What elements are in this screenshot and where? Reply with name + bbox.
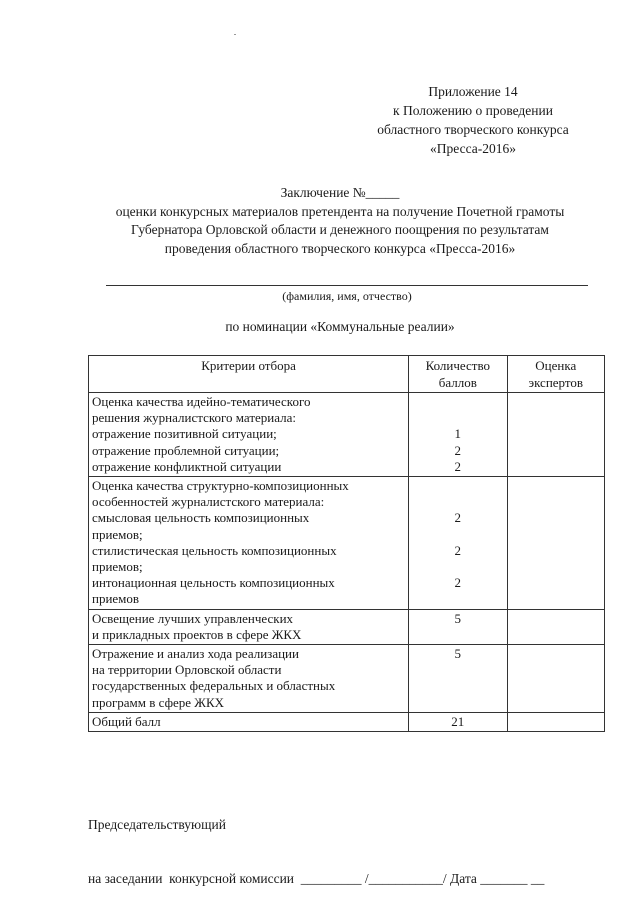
points-value bbox=[412, 695, 503, 711]
points-value: 5 bbox=[454, 610, 462, 626]
expert-score-cell[interactable] bbox=[507, 609, 604, 644]
criteria-line: приемов; bbox=[92, 559, 143, 575]
criteria-line: приемов; bbox=[92, 526, 143, 542]
points-value: 21 bbox=[451, 713, 465, 729]
table-row bbox=[89, 393, 605, 477]
appendix-line: «Пресса-2016» bbox=[430, 141, 516, 156]
conclusion-title: Заключение №_____ bbox=[280, 185, 400, 200]
points-cell bbox=[409, 645, 507, 713]
table-header-row bbox=[89, 356, 605, 393]
expert-score-cell[interactable] bbox=[507, 712, 604, 731]
expert-score-cell[interactable] bbox=[507, 393, 604, 477]
criteria-line: отражение позитивной ситуации; bbox=[92, 426, 277, 442]
points-value bbox=[412, 527, 503, 543]
criteria-line: приемов bbox=[92, 591, 140, 607]
conclusion-subtitle-line: оценки конкурсных материалов претендента на получение Почетной грамоты bbox=[115, 203, 565, 219]
points-value: 5 bbox=[454, 646, 462, 662]
expert-score-cell[interactable] bbox=[507, 645, 604, 713]
criteria-line: Оценка качества идейно-тематического bbox=[92, 394, 311, 409]
criteria-cell bbox=[89, 609, 409, 644]
criteria-line: Отражение и анализ хода реализации bbox=[92, 646, 299, 662]
criteria-cell bbox=[89, 645, 409, 713]
appendix-header bbox=[360, 82, 586, 158]
criteria-line: смысловая цельность композиционных bbox=[92, 510, 310, 526]
points-value: 2 bbox=[454, 542, 462, 558]
points-value bbox=[412, 627, 503, 643]
criteria-cell bbox=[89, 477, 409, 610]
criteria-table-body bbox=[89, 393, 605, 732]
points-value bbox=[412, 591, 503, 607]
criteria-line: государственных федеральных и областных bbox=[92, 678, 336, 694]
criteria-line: Общий балл bbox=[92, 713, 161, 729]
criteria-line: на территории Орловской области bbox=[92, 662, 282, 678]
criteria-line: Освещение лучших управленческих bbox=[92, 610, 294, 626]
criteria-line: интонационная цельность композиционных bbox=[92, 575, 335, 591]
points-value bbox=[412, 494, 503, 510]
criteria-cell bbox=[89, 393, 409, 477]
criteria-cell bbox=[89, 712, 409, 731]
appendix-line: областного творческого конкурса bbox=[377, 122, 569, 137]
points-cell bbox=[409, 609, 507, 644]
criteria-line: особенностей журналистского материала: bbox=[92, 494, 325, 510]
points-value: 2 bbox=[454, 575, 462, 591]
points-value: 2 bbox=[454, 442, 462, 458]
points-cell bbox=[409, 393, 507, 477]
criteria-line: стилистическая цельность композиционных bbox=[92, 542, 337, 558]
expert-score-cell[interactable] bbox=[507, 477, 604, 610]
points-cell bbox=[409, 712, 507, 731]
table-row bbox=[89, 477, 605, 610]
signature-line-2: на заседании конкурсной комиссии _________ /___________/ Дата _______ __ bbox=[88, 871, 545, 886]
appendix-line: к Положению о проведении bbox=[393, 103, 553, 118]
points-value: 2 bbox=[454, 458, 462, 474]
table-row bbox=[89, 712, 605, 731]
conclusion-heading bbox=[60, 184, 620, 258]
conclusion-subtitle-line: проведения областного творческого конкурса «Пресса-2016» bbox=[164, 240, 516, 256]
scan-speck bbox=[234, 34, 236, 35]
signature-line-1: Председательствующий bbox=[88, 817, 226, 832]
criteria-line: Оценка качества структурно-композиционных bbox=[92, 478, 349, 494]
points-value bbox=[412, 559, 503, 575]
points-value: 1 bbox=[454, 426, 462, 442]
table-row bbox=[89, 645, 605, 713]
points-value bbox=[412, 478, 503, 494]
points-value bbox=[412, 662, 503, 678]
nomination-text: по номинации «Коммунальные реалии» bbox=[225, 319, 455, 334]
points-value bbox=[412, 410, 503, 426]
header-points: Количество баллов bbox=[409, 356, 507, 393]
signature-block bbox=[88, 780, 608, 906]
criteria-line: отражение проблемной ситуации; bbox=[92, 442, 280, 458]
header-expert-score: Оценка экспертов bbox=[507, 356, 604, 393]
points-cell bbox=[409, 477, 507, 610]
fullname-caption: (фамилия, имя, отчество) bbox=[282, 289, 412, 303]
points-value bbox=[412, 394, 503, 410]
criteria-line: решения журналистского материала: bbox=[92, 410, 296, 426]
criteria-table bbox=[88, 355, 605, 732]
criteria-line: программ в сфере ЖКХ bbox=[92, 694, 224, 710]
fullname-fill-line bbox=[106, 285, 588, 286]
criteria-line: отражение конфликтной ситуации bbox=[92, 458, 282, 474]
table-row bbox=[89, 609, 605, 644]
points-value bbox=[412, 678, 503, 694]
conclusion-subtitle-line: Губернатора Орловской области и денежного поощрения по результатам bbox=[131, 222, 549, 237]
appendix-line: Приложение 14 bbox=[428, 84, 518, 99]
header-criteria: Критерии отбора bbox=[89, 356, 409, 393]
criteria-line: и прикладных проектов в сфере ЖКХ bbox=[92, 626, 302, 642]
points-value: 2 bbox=[454, 510, 462, 526]
